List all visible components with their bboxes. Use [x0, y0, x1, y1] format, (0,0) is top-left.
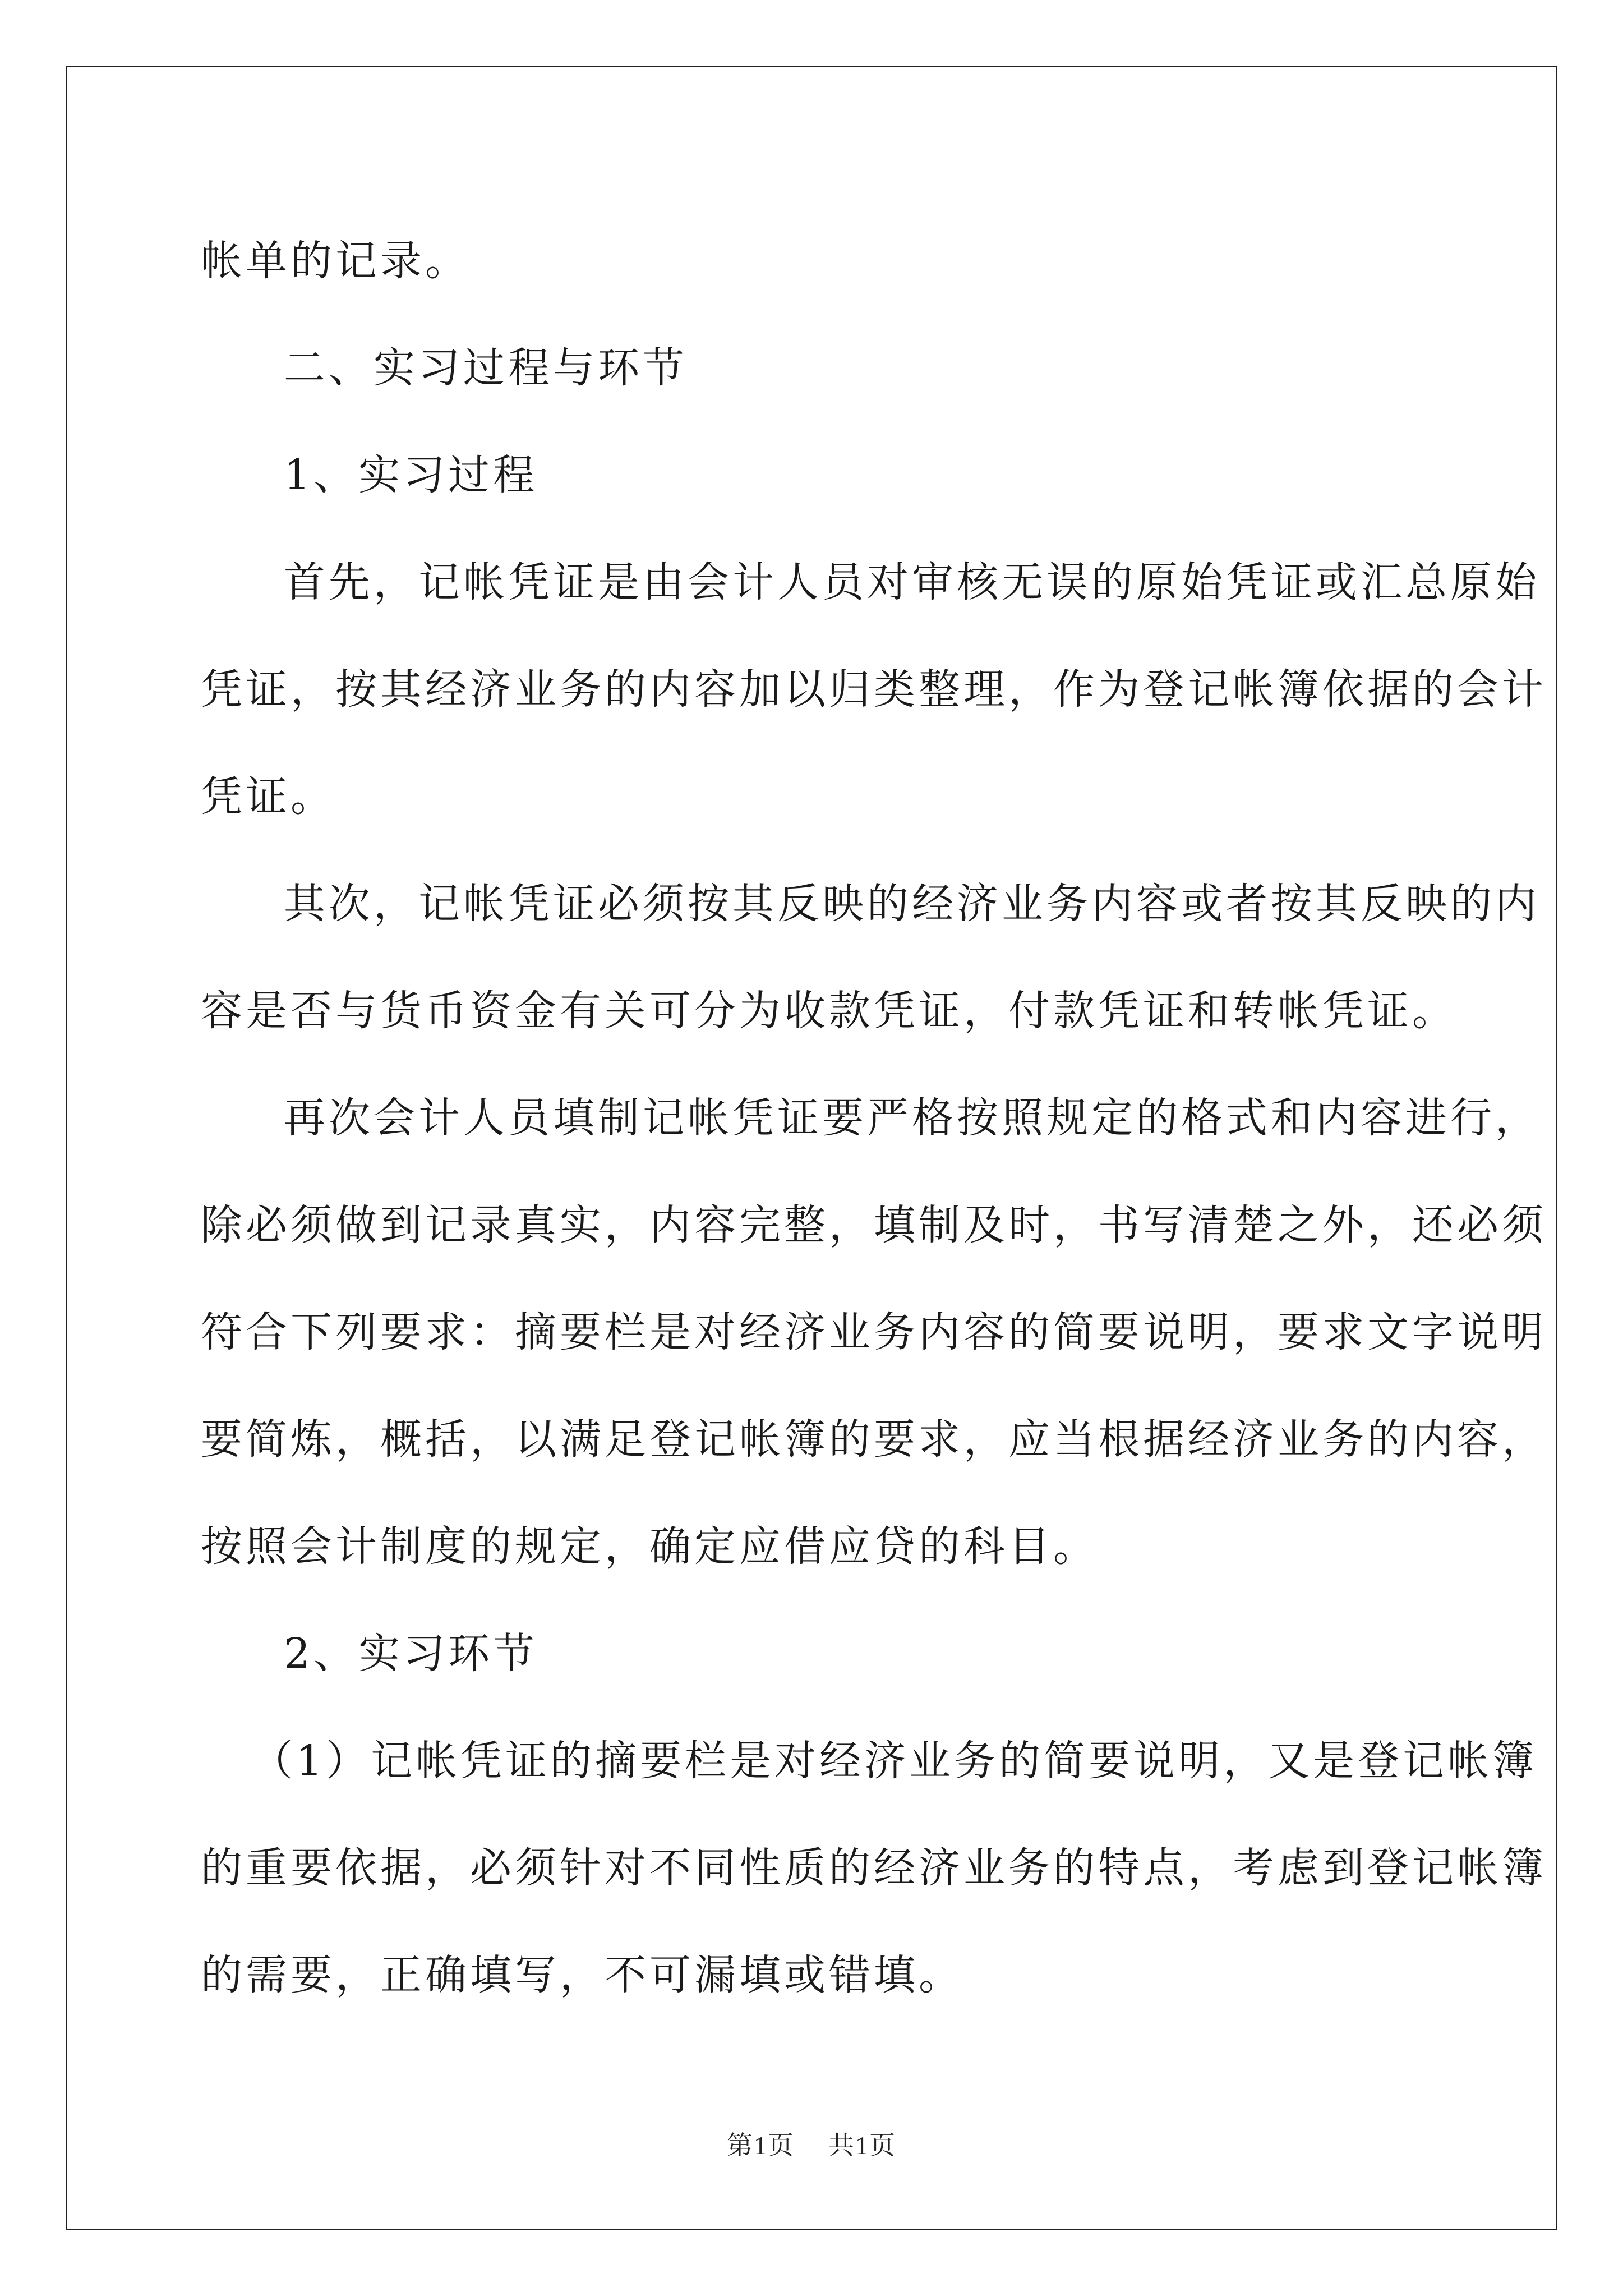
paragraph-line: 符合下列要求：摘要栏是对经济业务内容的简要说明，要求文字说明 — [201, 1308, 1547, 1356]
page-number-total: 共1页 — [828, 2131, 896, 2160]
paragraph-line: 要简炼，概括，以满足登记帐簿的要求，应当根据经济业务的内容， — [201, 1415, 1547, 1464]
paragraph-line: （1）记帐凭证的摘要栏是对经济业务的简要说明，又是登记帐簿 — [251, 1737, 1538, 1785]
paragraph-line: 凭证，按其经济业务的内容加以归类整理，作为登记帐簿依据的会计 — [201, 665, 1547, 714]
subsection-heading: 2、实习环节 — [284, 1630, 538, 1678]
paragraph-line: 凭证。 — [201, 772, 335, 821]
paragraph-line: 容是否与货币资金有关可分为收款凭证，付款凭证和转帐凭证。 — [201, 987, 1457, 1035]
paragraph-line: 其次，记帐凭证必须按其反映的经济业务内容或者按其反映的内 — [284, 880, 1540, 928]
paragraph-line: 帐单的记录。 — [201, 237, 470, 285]
page-footer — [0, 2125, 1623, 2162]
subsection-heading: 1、实习过程 — [284, 451, 538, 499]
section-heading: 二、实习过程与环节 — [284, 344, 688, 392]
paragraph-line: 的需要，正确填写，不可漏填或错填。 — [201, 1951, 963, 1999]
page-number-current: 第1页 — [727, 2131, 795, 2160]
paragraph-line: 按照会计制度的规定，确定应借应贷的科目。 — [201, 1522, 1098, 1571]
paragraph-line: 除必须做到记录真实，内容完整，填制及时，书写清楚之外，还必须 — [201, 1201, 1547, 1249]
paragraph-line: 再次会计人员填制记帐凭证要严格按照规定的格式和内容进行， — [284, 1094, 1540, 1142]
document-body — [201, 208, 1547, 2029]
paragraph-line: 首先，记帐凭证是由会计人员对审核无误的原始凭证或汇总原始 — [284, 558, 1540, 606]
paragraph-line: 的重要依据，必须针对不同性质的经济业务的特点，考虑到登记帐簿 — [201, 1844, 1547, 1892]
